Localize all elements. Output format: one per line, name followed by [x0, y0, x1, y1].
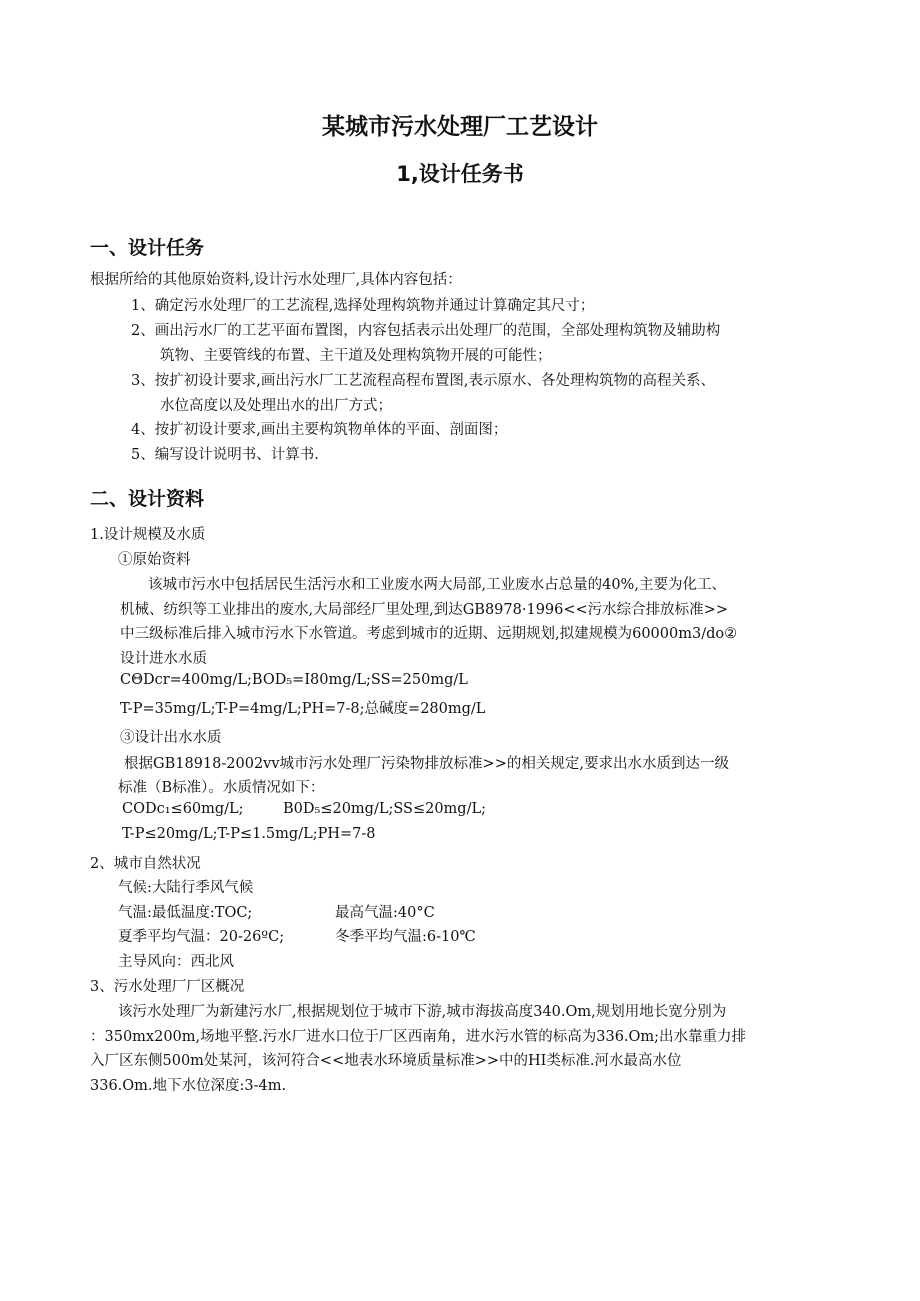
temperature-max: 最高气温:40°C — [335, 905, 435, 921]
document-subtitle: 1,设计任务书 — [396, 162, 524, 186]
subheading-site-overview: 3、污水处理厂厂区概况 — [90, 979, 245, 995]
influent-quality-line: CΘDcr=400mg∕L;BOD₅=I80mg∕L;SS=250mg∕L — [120, 672, 468, 688]
raw-data-line: 该城市污水中包括居民生活污水和工业废水两大局部,工业废水占总量的40%,主要为化工、 — [148, 577, 726, 593]
site-line: ：350mx200m,场地平整.污水厂进水口位于厂区西南角，进水污水管的标高为336.Om;出水靠重力排 — [90, 1029, 747, 1045]
subheading-natural-conditions: 2、城市自然状况 — [90, 856, 201, 872]
task-item-continued: 水位高度以及处理出水的出厂方式； — [160, 398, 392, 414]
prevailing-wind: 主导风向：西北风 — [118, 954, 234, 970]
effluent-tp-ph: T-P≤20mg∕L;T-P≤1.5mg/L;PH=7-8 — [122, 826, 376, 842]
summer-temperature: 夏季平均气温：20-26ºC; — [118, 929, 285, 945]
effluent-line: 根据GB18918-2002vv城市污水处理厂污染物排放标准>>的相关规定,要求出水水质到达一级 — [124, 756, 729, 772]
effluent-bod-ss: B0D₅≤20mg∕L;SS≤20mg∕L; — [283, 801, 486, 817]
section1-intro: 根据所给的其他原始资料,设计污水处理厂,具体内容包括： — [90, 272, 462, 288]
task-item: 3、按扩初设计要求,画出污水厂工艺流程高程布置图,表示原水、各处理构筑物的高程关系、 — [131, 373, 715, 389]
task-item-continued: 筑物、主要管线的布置、主干道及处理构筑物开展的可能性； — [160, 348, 552, 364]
site-line: 336.Om.地下水位深度:3-4m. — [90, 1078, 287, 1094]
climate-line: 气候:大陆行季风气候 — [118, 880, 254, 896]
influent-quality-label: 设计进水水质 — [120, 651, 207, 667]
effluent-line: 标准（B标准）。水质情况如下： — [118, 780, 325, 796]
raw-data-line: 中三级标准后排入城市污水下水管道。考虑到城市的近期、远期规划,拟建规模为60000m3∕do② — [120, 626, 738, 642]
influent-quality-line: T-P=35mg∕L;T-P=4mg∕L;PH=7-8;总碱度=280mg∕L — [120, 701, 486, 717]
task-item: 1、确定污水处理厂的工艺流程,选择处理构筑物并通过计算确定其尺寸； — [131, 298, 595, 314]
task-item: 5、编写设计说明书、计算书. — [131, 447, 319, 463]
document-title: 某城市污水处理厂工艺设计 — [322, 114, 598, 140]
raw-data-line: 机械、纺织等工业排出的废水,大局部经厂里处理,到达GB8978·1996<<污水综合排放标准>> — [120, 602, 728, 618]
subheading-scale-quality: 1.设计规模及水质 — [90, 527, 206, 543]
site-line: 入厂区东侧500m处某河，该河符合<<地表水环境质量标准>>中的HI类标准.河水最高水位 — [90, 1053, 682, 1069]
temperature-min: 气温:最低温度:TOC; — [118, 905, 253, 921]
effluent-quality-label: ③设计出水水质 — [120, 730, 222, 746]
task-item: 2、画出污水厂的工艺平面布置图，内容包括表示出处理厂的范围，全部处理构筑物及辅助构 — [131, 323, 721, 339]
site-line: 该污水处理厂为新建污水厂,根据规划位于城市下游,城市海拔高度340.Om,规划用地长宽分别为 — [118, 1004, 727, 1020]
task-item: 4、按扩初设计要求,画出主要构筑物单体的平面、剖面图； — [131, 422, 508, 438]
section-heading-design-task: 一、设计任务 — [90, 237, 205, 259]
raw-data-label: ①原始资料 — [118, 552, 191, 568]
section-heading-design-data: 二、设计资料 — [90, 488, 205, 510]
winter-temperature: 冬季平均气温:6-10℃ — [335, 929, 476, 945]
effluent-cod: CODc₁≤60mg∕L; — [122, 801, 244, 817]
